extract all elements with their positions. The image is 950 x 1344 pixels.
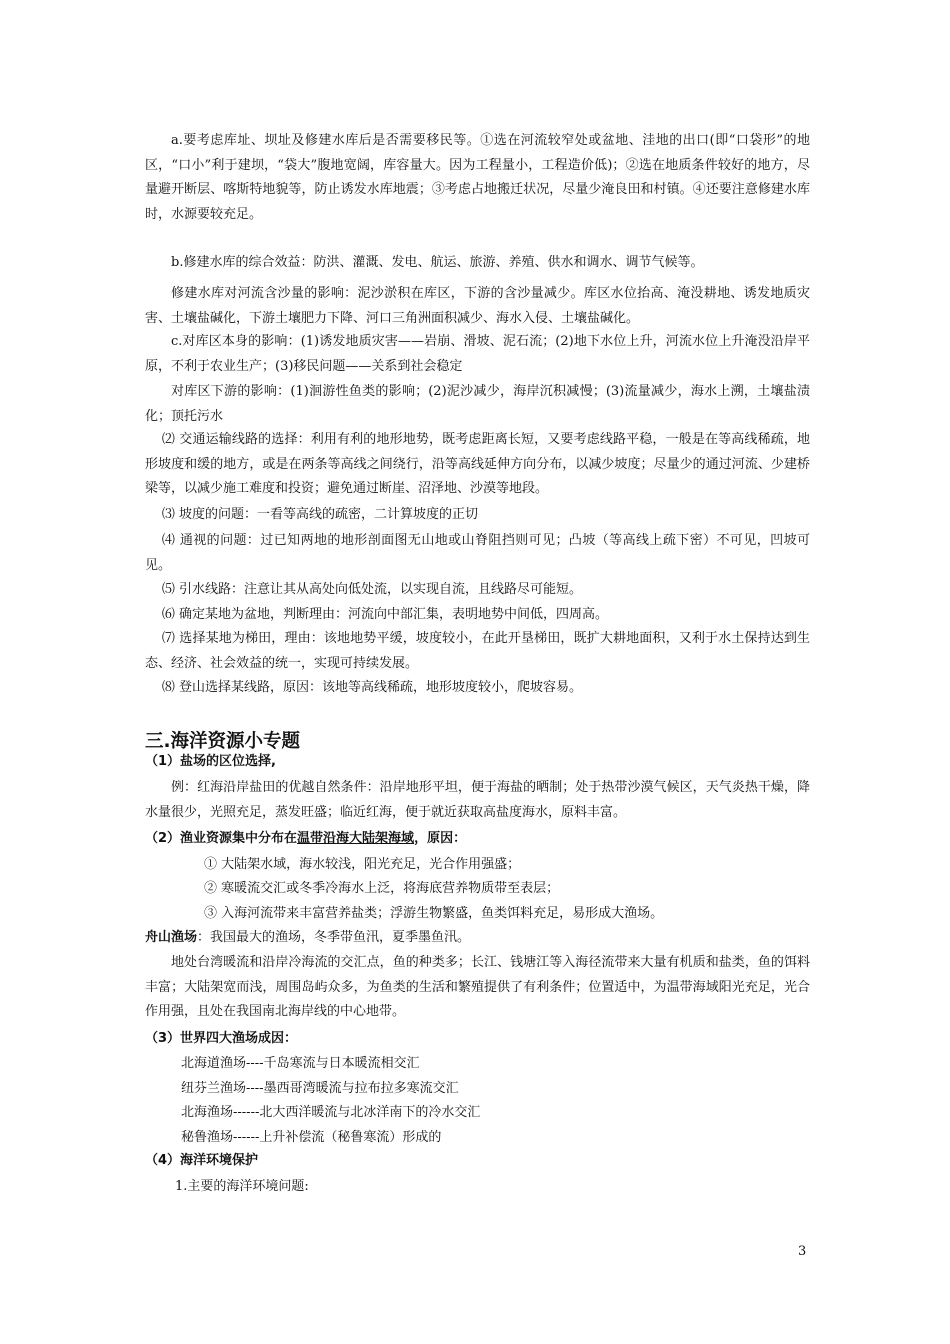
section-heading-marine-resources: 三.海洋资源小专题 [145, 731, 301, 752]
fishery-reason-2: ② 寒暖流交汇或冬季冷海水上泛，将海底营养物质带至表层； [204, 881, 560, 896]
paragraph-reservoir-site: a.要考虑库址、坝址及修建水库后是否需要移民等。①选在河流较窄处或盆地、洼地的出口(即“口袋形”的地区，“口小”利于建坝，“袋大”腹地宽阔，库容量大。因为工程量小，工程造价低)；②选在地质条件较好的地方，尽量避开断层、喀斯特地貌等，防止诱发水库地震；③考虑占地搬迁状况，尽量少淹良田和村镇。④还要注意修建水库时，水源要较充足。 [145, 133, 810, 222]
fishery-reason-3: ③ 入海河流带来丰富营养盐类；浮游生物繁盛，鱼类饵料充足，易形成大渔场。 [204, 906, 664, 921]
fishery-heading-prefix: （2）渔业资源集中分布在 [145, 831, 298, 846]
item-visibility: ⑷ 通视的问题：过已知两地的地形剖面图无山地或山脊阻挡则可见；凸坡（等高线上疏下密）不可见，凹坡可见。 [145, 533, 810, 573]
fishery-newfoundland: 纽芬兰渔场----墨西哥湾暖流与拉布拉多寒流交汇 [181, 1081, 459, 1096]
subheading-four-fisheries: （3）世界四大渔场成因： [145, 1031, 298, 1046]
fishery-reason-1: ① 大陆架水域，海水较浅，阳光充足，光合作用强盛； [204, 857, 521, 872]
subheading-fishery [145, 828, 466, 850]
environment-problems: 1.主要的海洋环境问题: [175, 1179, 309, 1194]
paragraph-salt-field: 例：红海沿岸盐田的优越自然条件：沿岸地形平坦，便于海盐的晒制；处于热带沙漠气候区，天气炎热干燥，降水量很少，光照充足，蒸发旺盛；临近红海，便于就近获取高盐度海水，原料丰富。 [145, 780, 810, 820]
fishery-heading-suffix: ，原因： [414, 831, 467, 846]
paragraph-downstream-impact: 对库区下游的影响：(1)洄游性鱼类的影响；(2)泥沙减少，海岸沉积减慢；(3)流量减少，海水上溯，土壤盐渍化；顶托污水 [145, 384, 810, 424]
item-terrace: ⑺ 选择某地为梯田，理由：该地地势平缓，坡度较小，在此开垦梯田，既扩大耕地面积，又利于水土保持达到生态、经济、社会效益的统一，实现可持续发展。 [145, 631, 810, 671]
page-number: 3 [798, 1244, 807, 1259]
paragraph-reservoir-benefits: b.修建水库的综合效益：防洪、灌溉、发电、航运、旅游、养殖、供水和调水、调节气候等。 [171, 255, 704, 270]
zhoushan-fishery-line [145, 926, 810, 951]
item-basin: ⑹ 确定某地为盆地，判断理由：河流向中部汇集，表明地势中间低，四周高。 [161, 607, 609, 622]
zhoushan-label: 舟山渔场 [145, 930, 198, 945]
item-transport-route: ⑵ 交通运输线路的选择：利用有利的地形地势，既考虑距离长短，又要考虑线路平稳，一般是在等高线稀疏，地形坡度和缓的地方，或是在两条等高线之间绕行，沿等高线延伸方向分布，以减少坡度；尽量少的通过河流、少建桥梁等，以减少施工难度和投资；避免通过断崖、沼泽地、沙漠等地段。 [145, 432, 810, 496]
paragraph-zhoushan: 地处台湾暖流和沿岸冷海流的交汇点，鱼的种类多；长江、钱塘江等入海径流带来大量有机质和盐类，鱼的饵料丰富；大陆架宽而浅，周围岛屿众多，为鱼类的生活和繁殖提供了有利条件；位置适中，为温带海域阳光充足，光合作用强，且处在我国南北海岸线的中心地带。 [145, 955, 810, 1019]
paragraph-sediment-impact: 修建水库对河流含沙量的影响：泥沙淤积在库区，下游的含沙量减少。库区水位抬高、淹没耕地、诱发地质灾害、土壤盐碱化，下游土壤肥力下降、河口三角洲面积减少、海水入侵、土壤盐碱化。 [145, 286, 810, 326]
subheading-marine-environment: （4）海洋环境保护 [145, 1153, 259, 1168]
zhoushan-text: ：我国最大的渔场，冬季带鱼汛，夏季墨鱼汛。 [197, 930, 471, 945]
item-water-diversion: ⑸ 引水线路：注意让其从高处向低处流，以实现自流，且线路尽可能短。 [161, 582, 583, 597]
fishery-heading-underlined: 温带沿海大陆架海域 [297, 831, 415, 846]
item-slope: ⑶ 坡度的问题：一看等高线的疏密，二计算坡度的正切 [161, 507, 479, 522]
subheading-salt-field: （1）盐场的区位选择, [145, 754, 276, 769]
fishery-hokkaido: 北海道渔场----千岛寒流与日本暖流相交汇 [181, 1056, 420, 1071]
fishery-north-sea: 北海渔场------北大西洋暖流与北冰洋南下的冷水交汇 [181, 1105, 481, 1120]
item-climbing-route: ⑻ 登山选择某线路，原因：该地等高线稀疏，地形坡度较小，爬坡容易。 [161, 680, 583, 695]
fishery-peru: 秘鲁渔场------上升补偿流（秘鲁寒流）形成的 [181, 1130, 442, 1145]
paragraph-reservoir-area-impact: c.对库区本身的影响：(1)诱发地质灾害——岩崩、滑坡、泥石流；(2)地下水位上升，河流水位上升淹没沿岸平原，不利于农业生产；(3)移民问题——关系到社会稳定 [145, 334, 810, 374]
